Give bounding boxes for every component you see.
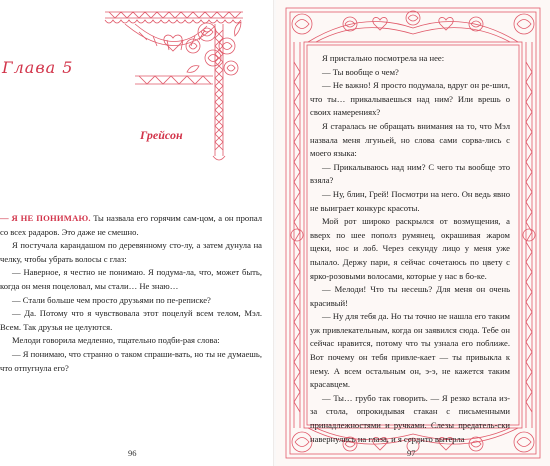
right-page [276,0,550,466]
paragraph: — Ты вообще о чем? [322,66,399,77]
left-page-text [0,212,262,375]
paragraph: — Я понимаю, что странно о таком спраши-вать, но ты не думаешь, что отпугнула его? [0,348,262,373]
chapter-title: Глава 5 [2,58,74,77]
paragraph: Я старалась не обращать внимания на то, что Мэл назвала меня лгуньей, но слова сами сорва-лись с моего языка: [310,120,510,159]
paragraph: Мелоди говорила медленно, тщательно подби-рая слова: [12,335,220,346]
paragraph: — Стали больше чем просто друзьями по пе-реписке? [12,294,211,305]
paragraph: — Да. Потому что я чувствовала этот поцелуй всем телом, Мэл. Всем. Так друзья не целуются. [0,308,262,332]
page-number-left: 96 [128,448,137,458]
right-page-text [310,52,510,446]
paragraph: — Ты… грубо так говорить. — Я резко встала из-за стола, опрокидывая стакан с письменными принадлежностями и ручками. Слезы предатель-ски навернулись на глаза, и я сердито вытерла [310,392,510,444]
paragraph: Я пристально посмотрела на нее: [322,53,445,63]
lead-caps: — Я НЕ ПОНИМАЮ. [0,213,91,223]
paragraph: — Прикалываюсь над ним? С чего ты вообще это взяла? [310,161,510,186]
paragraph: — Ну, блин, Грей! Посмотри на него. Он ведь явно не выиграет конкурс красоты. [310,188,510,213]
paragraph: Я постучала карандашом по деревянному сто-лу, а затем дунула на челку, чтобы убрать волосы с глаз: [0,240,262,264]
paragraph: — Мелоди! Что ты несешь? Для меня он очень красивый! [310,284,510,308]
paragraph: — Наверное, я честно не понимаю. Я подума-ла, что, может быть, когда он меня поцеловал, мы стали… Не знаю… [0,267,262,291]
page-number-right: 97 [407,448,416,458]
paragraph: — Ну для тебя да. Но ты точно не нашла его таким уж привлекательным, когда он заявился сюда. Тебе он сейчас нравится, потому что ты узнала его поближе. Вот почему он тебя привле-кает — ты привыкла к нему. А всем остальным он, э-э, не кажется таким красавцем. [310,311,510,390]
paragraph: — Не важно! Я просто подумала, вдруг он ре-шил, что ты… прикалываешься над ним? Или врешь о своих намерениях? [310,80,510,118]
chapter-subtitle: Грейсон [140,128,183,142]
paragraph: — Я НЕ ПОНИМАЮ. Ты назвала его горячим сам-цом, а он пропал со всех радаров. Это даже не смешно. [0,213,262,237]
paragraph: Мой рот широко раскрылся от возмущения, а вверх по шее пополз румянец, окрашивая жаром щеки, нос и лоб. Через секунду лицо у меня уже пылало. Держу пари, я сейчас сочетаюсь по цвету с ярко-розовыми волосами, которые у нас в бо-ке. [310,216,510,281]
left-page [0,0,274,466]
